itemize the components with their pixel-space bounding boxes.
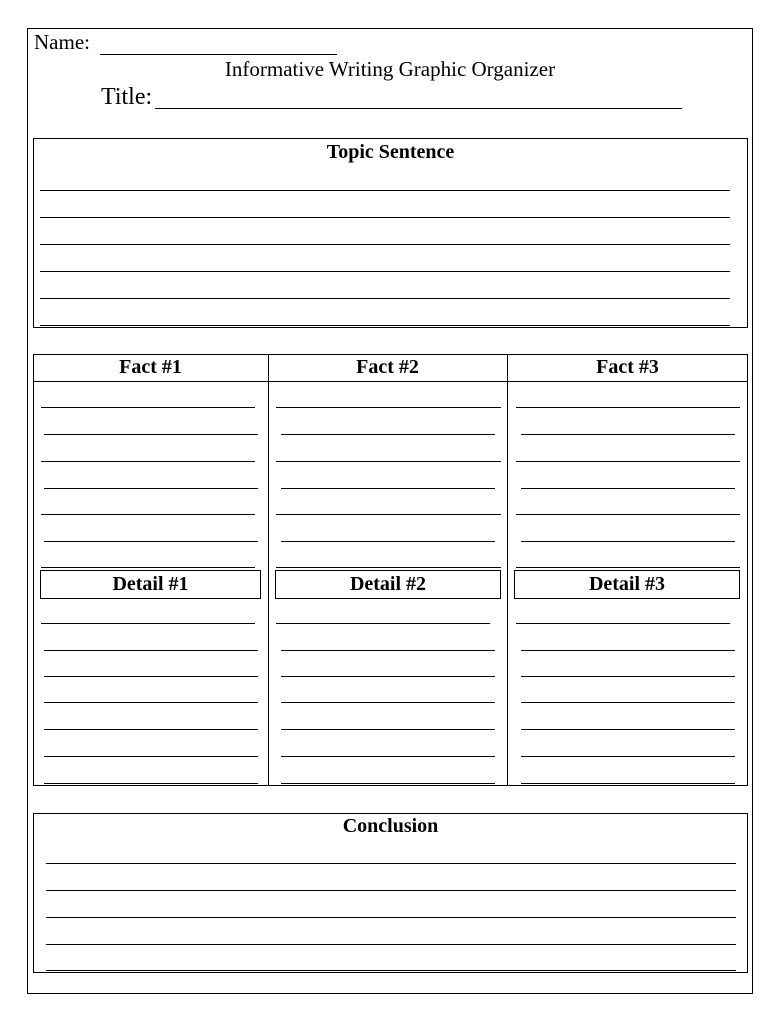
writing-line[interactable] xyxy=(46,917,736,918)
writing-line[interactable] xyxy=(44,756,258,757)
writing-line[interactable] xyxy=(276,514,501,515)
column-divider xyxy=(507,354,508,786)
fact-2-heading: Fact #2 xyxy=(356,356,419,378)
writing-line[interactable] xyxy=(41,514,255,515)
writing-line[interactable] xyxy=(40,217,730,218)
writing-line[interactable] xyxy=(46,890,736,891)
writing-line[interactable] xyxy=(281,541,495,542)
detail-2-heading: Detail #2 xyxy=(349,573,427,595)
writing-line[interactable] xyxy=(44,541,258,542)
writing-line[interactable] xyxy=(46,970,736,971)
writing-line[interactable] xyxy=(516,567,740,568)
writing-line[interactable] xyxy=(516,407,740,408)
writing-line[interactable] xyxy=(281,729,495,730)
writing-line[interactable] xyxy=(521,650,735,651)
writing-line[interactable] xyxy=(521,756,735,757)
writing-line[interactable] xyxy=(521,488,735,489)
writing-line[interactable] xyxy=(44,434,258,435)
writing-line[interactable] xyxy=(40,325,730,326)
writing-line[interactable] xyxy=(276,461,501,462)
writing-line[interactable] xyxy=(516,514,740,515)
topic-sentence-heading: Topic Sentence xyxy=(326,141,455,163)
fact-3-heading: Fact #3 xyxy=(596,356,659,378)
writing-line[interactable] xyxy=(281,676,495,677)
writing-line[interactable] xyxy=(521,434,735,435)
topic-sentence-box xyxy=(33,138,748,328)
writing-line[interactable] xyxy=(281,434,495,435)
writing-line[interactable] xyxy=(40,244,730,245)
writing-line[interactable] xyxy=(44,702,258,703)
writing-line[interactable] xyxy=(41,567,255,568)
writing-line[interactable] xyxy=(44,676,258,677)
writing-line[interactable] xyxy=(46,944,736,945)
writing-line[interactable] xyxy=(521,702,735,703)
writing-line[interactable] xyxy=(44,488,258,489)
writing-line[interactable] xyxy=(44,729,258,730)
writing-line[interactable] xyxy=(521,783,735,784)
writing-line[interactable] xyxy=(40,190,730,191)
column-divider xyxy=(268,354,269,786)
writing-line[interactable] xyxy=(44,783,258,784)
writing-line[interactable] xyxy=(276,623,490,624)
writing-line[interactable] xyxy=(516,461,740,462)
worksheet-title: Informative Writing Graphic Organizer xyxy=(224,57,556,81)
writing-line[interactable] xyxy=(41,407,255,408)
detail-1-heading: Detail #1 xyxy=(112,573,189,595)
writing-line[interactable] xyxy=(281,756,495,757)
writing-line[interactable] xyxy=(40,271,730,272)
writing-line[interactable] xyxy=(41,461,255,462)
conclusion-heading: Conclusion xyxy=(342,815,439,837)
writing-line[interactable] xyxy=(276,567,501,568)
writing-line[interactable] xyxy=(521,676,735,677)
title-label: Title: xyxy=(101,84,153,110)
writing-line[interactable] xyxy=(516,623,730,624)
writing-line[interactable] xyxy=(44,650,258,651)
writing-line[interactable] xyxy=(40,298,730,299)
title-field-line[interactable] xyxy=(155,108,682,109)
name-field-line[interactable] xyxy=(100,54,337,55)
writing-line[interactable] xyxy=(521,729,735,730)
facts-header-divider xyxy=(33,381,748,382)
writing-line[interactable] xyxy=(281,702,495,703)
writing-line[interactable] xyxy=(281,783,495,784)
name-label: Name: xyxy=(34,30,90,54)
writing-line[interactable] xyxy=(46,863,736,864)
writing-line[interactable] xyxy=(276,407,501,408)
writing-line[interactable] xyxy=(281,488,495,489)
writing-line[interactable] xyxy=(281,650,495,651)
detail-3-heading: Detail #3 xyxy=(588,573,666,595)
writing-line[interactable] xyxy=(41,623,255,624)
writing-line[interactable] xyxy=(521,541,735,542)
fact-1-heading: Fact #1 xyxy=(119,356,182,378)
